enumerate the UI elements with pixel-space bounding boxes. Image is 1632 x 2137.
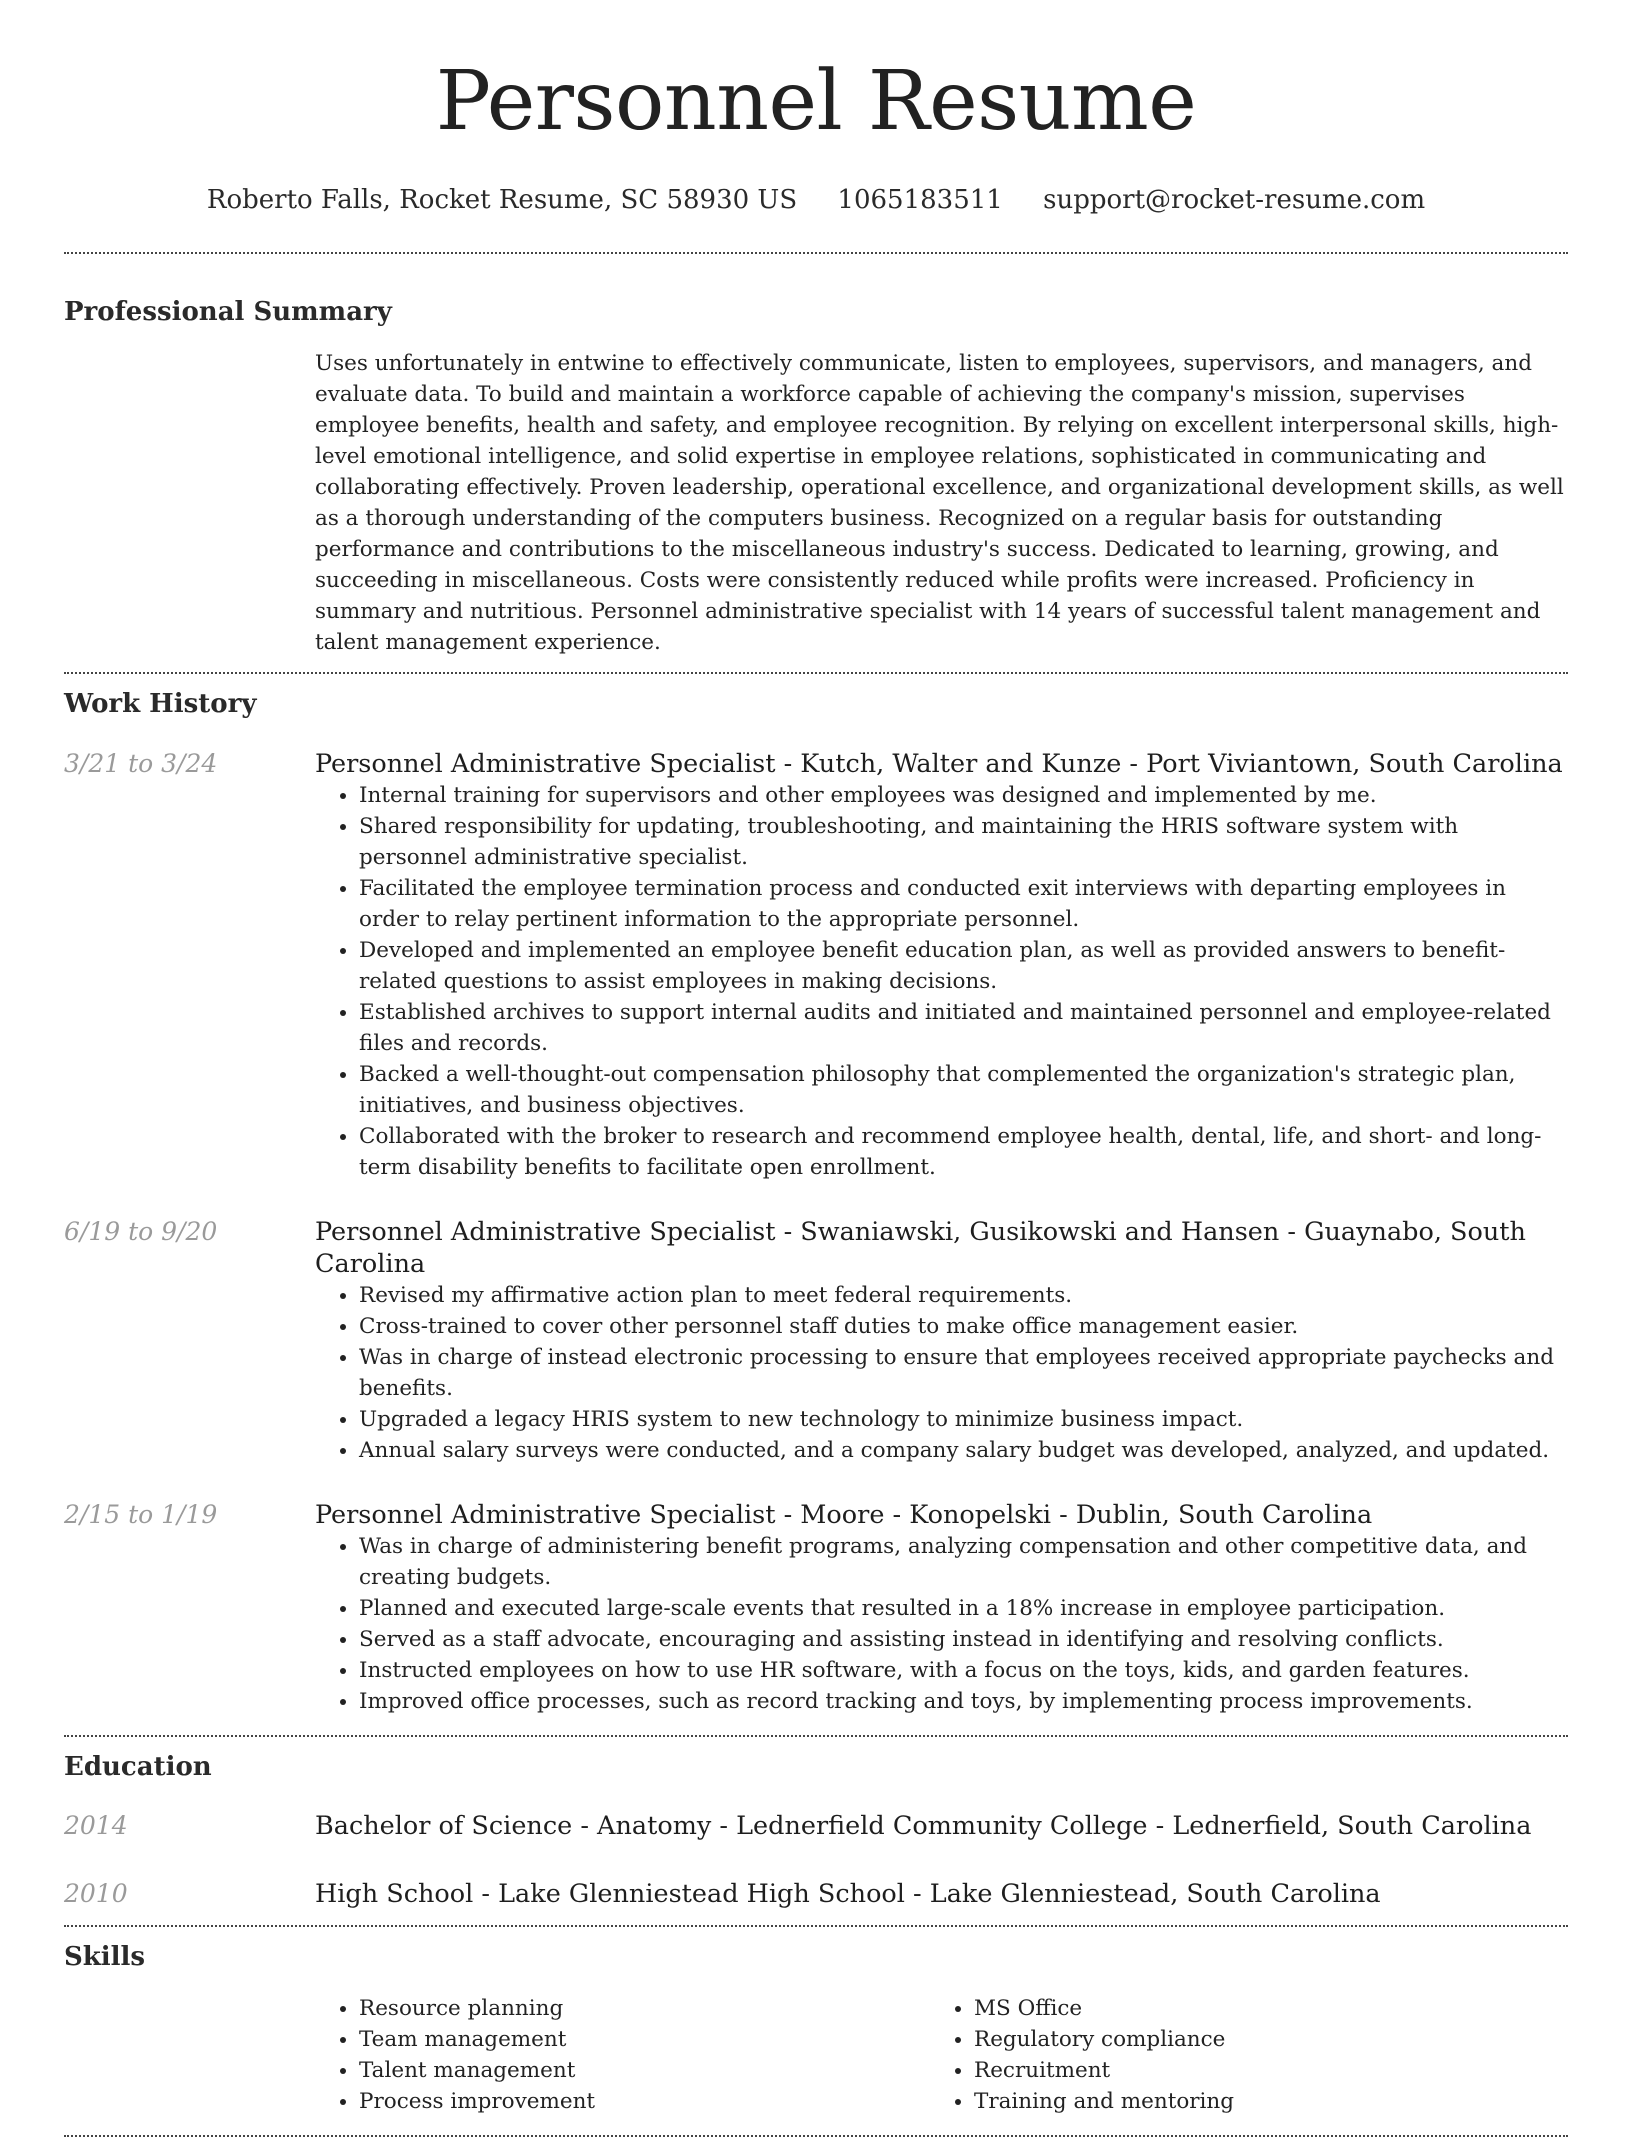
job-bullets [315, 1280, 1568, 1466]
job-bullet: • Planned and executed large-scale events that resulted in a 18% increase in employee participation. [359, 1593, 1568, 1624]
job-bullet: • Was in charge of administering benefit programs, analyzing compensation and other competitive data, and creating budgets. [359, 1531, 1568, 1593]
resume-title: Personnel Resume [435, 54, 1197, 149]
skill-item: • Talent management [359, 2055, 930, 2086]
skills-column-left [315, 1993, 930, 2117]
job-bullet: • Instructed employees on how to use HR software, with a focus on the toys, kids, and garden features. [359, 1655, 1568, 1686]
job-bullet: • Improved office processes, such as record tracking and toys, by implementing process improvements. [359, 1686, 1568, 1717]
skill-item: • Team management [359, 2024, 930, 2055]
job-bullet: • Internal training for supervisors and other employees was designed and implemented by me. [359, 780, 1568, 811]
skill-item: • MS Office [974, 1993, 1234, 2024]
skill-item: • Resource planning [359, 1993, 930, 2024]
skill-item: • Process improvement [359, 2086, 930, 2117]
education-heading: Education [64, 1752, 212, 1782]
job-bullets [315, 780, 1568, 1183]
contact-email: support@rocket-resume.com [1043, 185, 1426, 215]
section-divider [64, 672, 1568, 674]
job-entry-header [64, 1216, 1568, 1280]
job-bullet: • Established archives to support internal audits and initiated and maintained personnel and employee-related files and records. [359, 997, 1568, 1059]
job-entry-header [64, 748, 1568, 780]
section-divider [64, 1925, 1568, 1927]
job-bullet: • Revised my affirmative action plan to meet federal requirements. [359, 1280, 1568, 1311]
job-bullet: • Annual salary surveys were conducted, and a company salary budget was developed, analyzed, and updated. [359, 1435, 1568, 1466]
work-history-heading: Work History [64, 689, 257, 719]
skill-item: • Training and mentoring [974, 2086, 1234, 2117]
section-divider [64, 252, 1568, 254]
job-dates: 6/19 to 9/20 [64, 1217, 218, 1246]
job-bullet: • Was in charge of instead electronic processing to ensure that employees received appropriate paychecks and benefits. [359, 1342, 1568, 1404]
section-divider [64, 1735, 1568, 1737]
job-bullets [315, 1531, 1568, 1717]
contact-line [64, 184, 1568, 216]
job-title: Personnel Administrative Specialist - Swaniawski, Gusikowski and Hansen - Guaynabo, South Carolina [315, 1217, 1526, 1279]
education-year: 2010 [64, 1879, 128, 1908]
job-entry-header [64, 1499, 1568, 1531]
job-bullet: • Backed a well-thought-out compensation philosophy that complemented the organization's strategic plan, initiatives, and business objectives. [359, 1059, 1568, 1121]
education-degree: Bachelor of Science - Anatomy - Lednerfield Community College - Lednerfield, South Carolina [315, 1811, 1532, 1841]
resume-header [64, 0, 1568, 216]
skills-heading: Skills [64, 1942, 146, 1972]
job-dates: 2/15 to 1/19 [64, 1500, 218, 1529]
job-bullet: • Developed and implemented an employee benefit education plan, as well as provided answers to benefit-related questions to assist employees in making decisions. [359, 935, 1568, 997]
job-bullet: • Upgraded a legacy HRIS system to new technology to minimize business impact. [359, 1404, 1568, 1435]
skill-item: • Regulatory compliance [974, 2024, 1234, 2055]
job-dates: 3/21 to 3/24 [64, 749, 218, 778]
summary-heading: Professional Summary [64, 297, 392, 327]
job-bullet: • Served as a staff advocate, encouraging and assisting instead in identifying and resolving conflicts. [359, 1624, 1568, 1655]
contact-phone: 1065183511 [837, 185, 1003, 215]
education-degree: High School - Lake Glenniestead High School - Lake Glenniestead, South Carolina [315, 1879, 1381, 1909]
job-title: Personnel Administrative Specialist - Kutch, Walter and Kunze - Port Viviantown, South Carolina [315, 749, 1563, 779]
skill-item: • Recruitment [974, 2055, 1234, 2086]
job-title: Personnel Administrative Specialist - Moore - Konopelski - Dublin, South Carolina [315, 1500, 1373, 1530]
education-entry [64, 1878, 1568, 1910]
summary-text: Uses unfortunately in entwine to effectively communicate, listen to employees, supervisors, and managers, and evaluate data. To build and maintain a workforce capable of achieving the company's mission, supervises employee benefits, health and safety, and employee recognition. By relying on excellent interpersonal skills, high-level emotional intelligence, and solid expertise in employee relations, sophisticated in communicating and collaborating effectively. Proven leadership, operational excellence, and organizational development skills, as well as a thorough understanding of the computers business. Recognized on a regular basis for outstanding performance and contributions to the miscellaneous industry's success. Dedicated to learning, growing, and succeeding in miscellaneous. Costs were consistently reduced while profits were increased. Proficiency in summary and nutritious. Personnel administrative specialist with 14 years of successful talent management and talent management experience. [315, 351, 1564, 655]
education-entry [64, 1810, 1568, 1842]
job-bullet: • Shared responsibility for updating, troubleshooting, and maintaining the HRIS software system with personnel administrative specialist. [359, 811, 1568, 873]
job-bullet: • Facilitated the employee termination process and conducted exit interviews with departing employees in order to relay pertinent information to the appropriate personnel. [359, 873, 1568, 935]
education-year: 2014 [64, 1811, 128, 1840]
contact-address: Roberto Falls, Rocket Resume, SC 58930 US [206, 185, 798, 215]
skills-column-right [930, 1993, 1234, 2117]
skills-list [315, 1993, 1568, 2117]
job-bullet: • Collaborated with the broker to research and recommend employee health, dental, life, and short- and long-term disability benefits to facilitate open enrollment. [359, 1121, 1568, 1183]
job-bullet: • Cross-trained to cover other personnel staff duties to make office management easier. [359, 1311, 1568, 1342]
